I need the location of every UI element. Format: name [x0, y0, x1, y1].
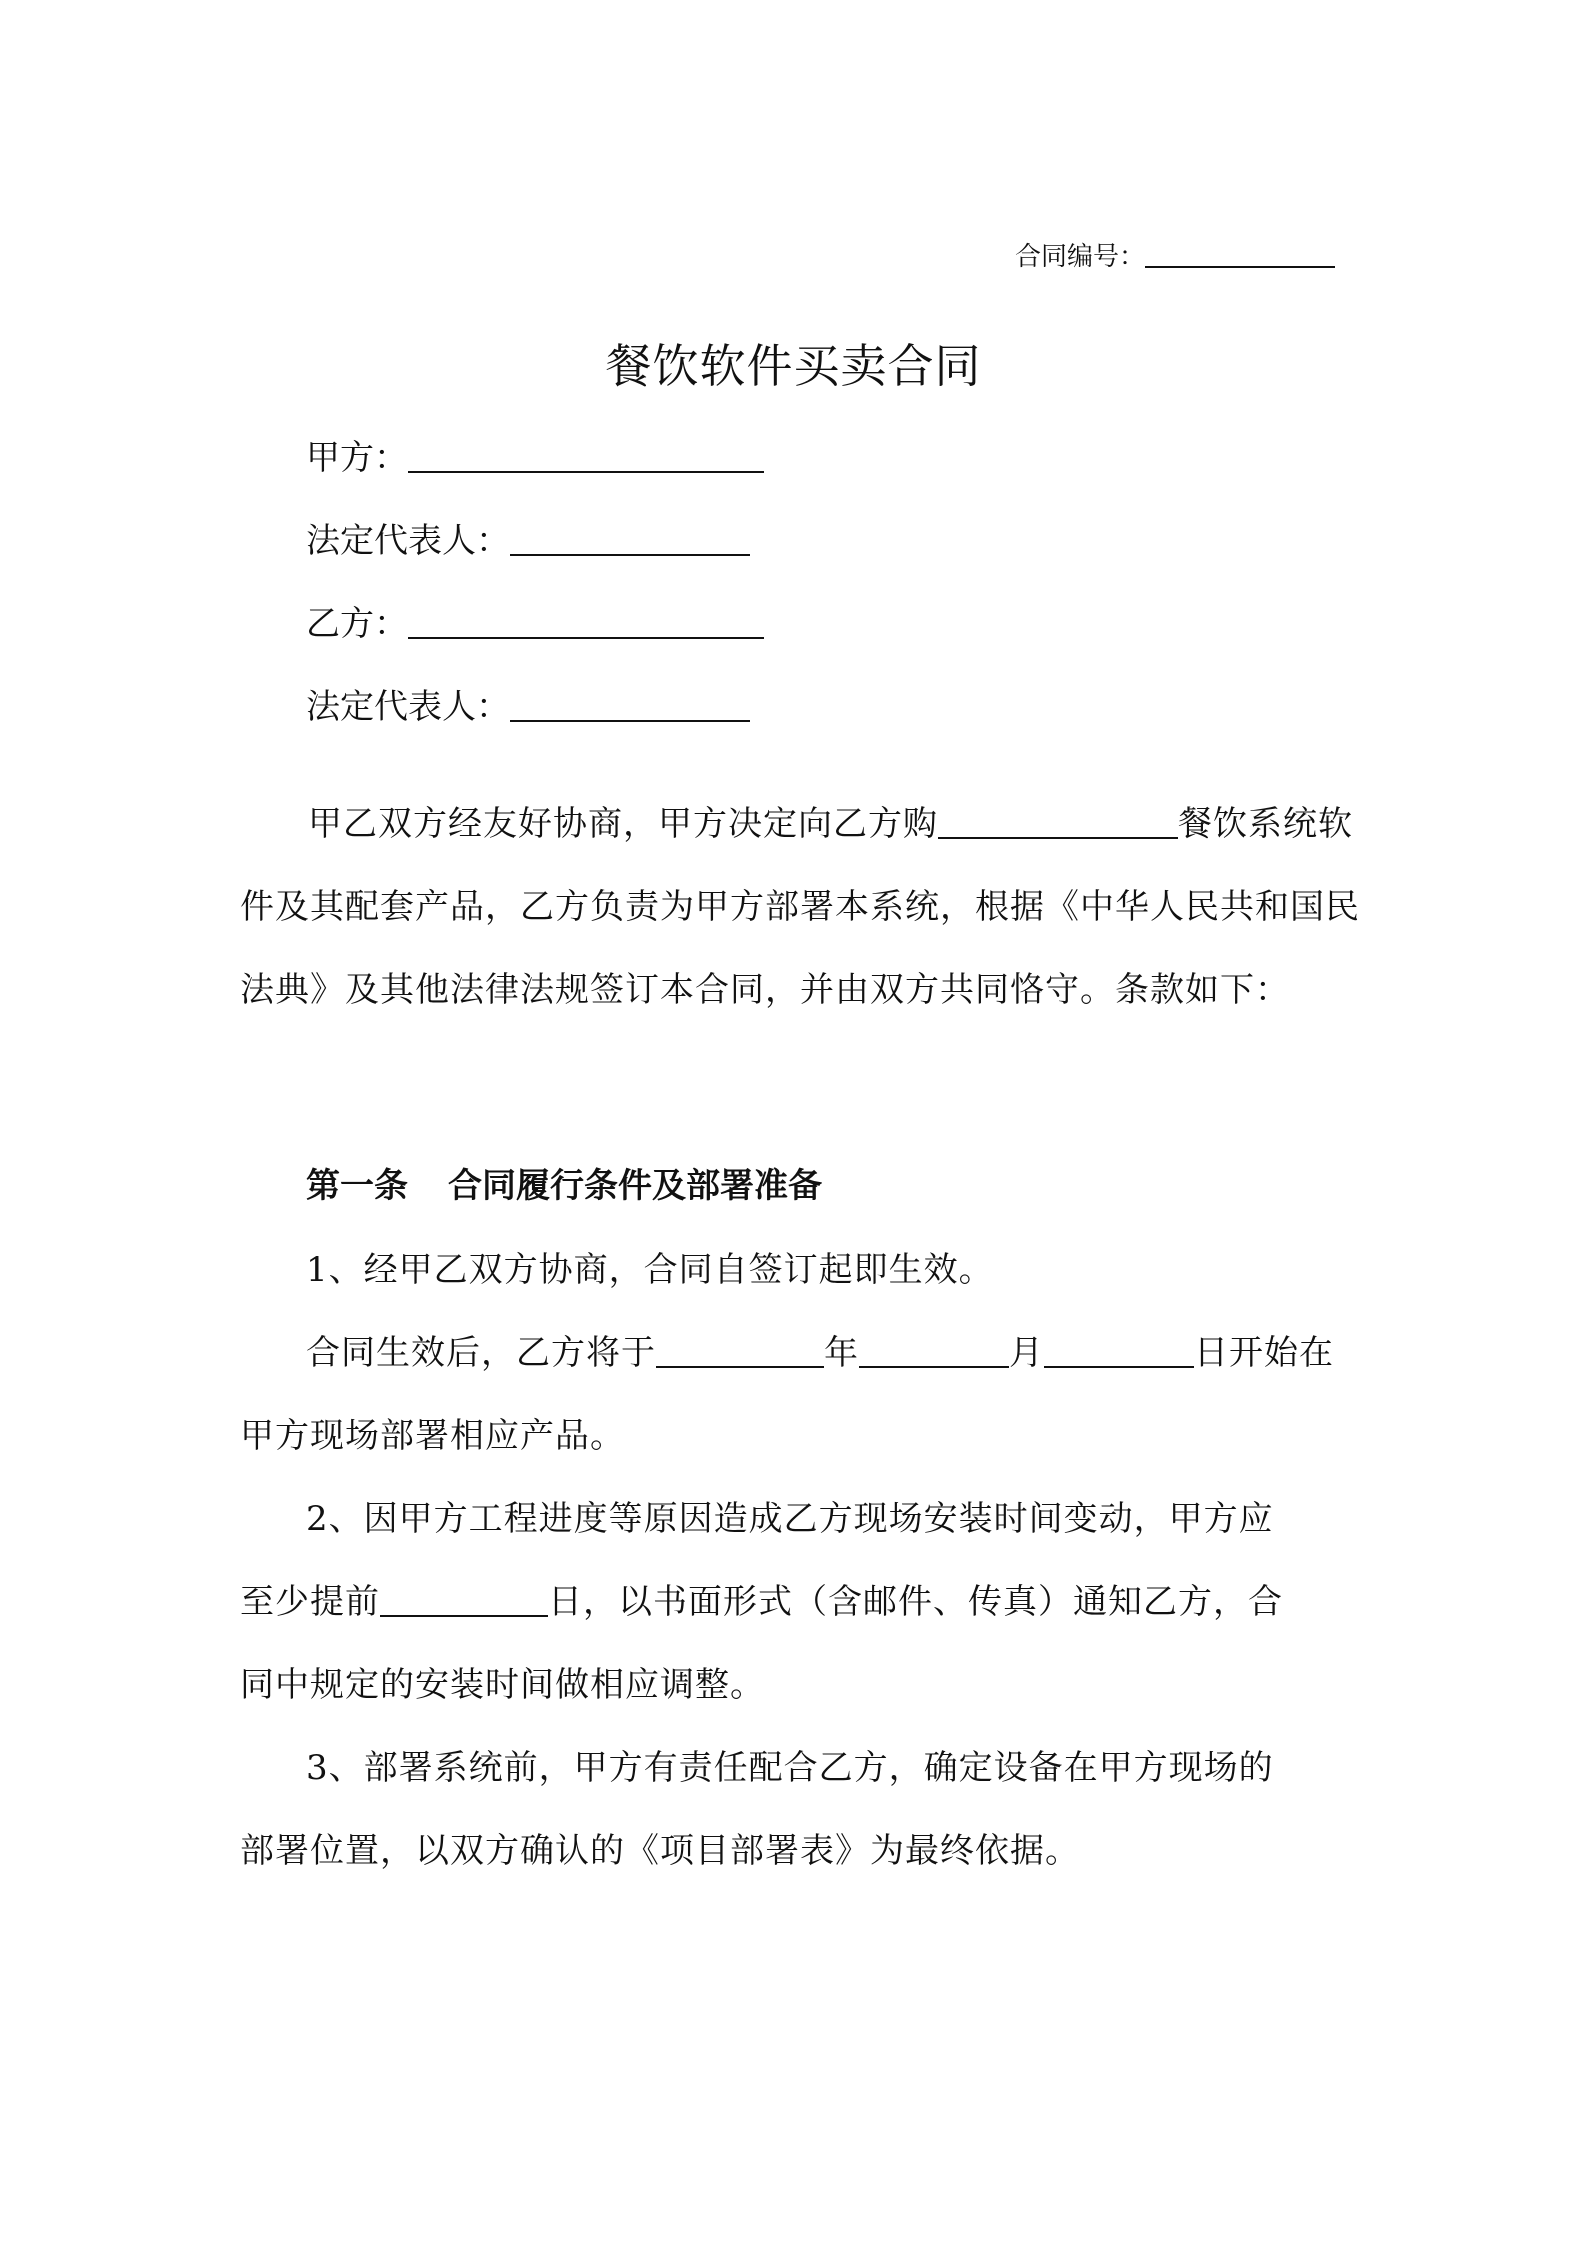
item-2-text-2: 日，以书面形式（含邮件、传真）通知乙方，合 — [548, 1582, 1283, 1622]
start-year-blank[interactable] — [656, 1334, 824, 1368]
article-1-number: 第一条 — [306, 1166, 408, 1206]
contract-number-blank[interactable] — [1145, 241, 1335, 268]
party-b-rep-label: 法定代表人： — [306, 687, 510, 727]
article-1-item-1: 1、经甲乙双方协商，合同自签订起即生效。 — [306, 1250, 994, 1290]
party-b-rep-blank[interactable] — [510, 688, 750, 722]
article-1-item-2-line-2 — [240, 1574, 1283, 1623]
start-day-blank[interactable] — [1044, 1334, 1194, 1368]
intro-text-1: 甲乙双方经友好协商，甲方决定向乙方购 — [308, 804, 938, 844]
party-a-line — [306, 430, 764, 479]
party-b-blank[interactable] — [408, 605, 764, 639]
item-2-text-1: 至少提前 — [240, 1582, 380, 1622]
notice-days-blank[interactable] — [380, 1583, 548, 1617]
article-1-item-1b-line-2: 甲方现场部署相应产品。 — [240, 1416, 625, 1456]
party-b-line — [306, 596, 764, 645]
intro-text-2: 餐饮系统软件及其配套产品，乙方负责为甲方部署本系统，根据《中华人民共和国民法典》及其他法律法规签订本合同，并由双方共同恪守。条款如下： — [240, 804, 1360, 1010]
article-1-item-3-line-2: 部署位置，以双方确认的《项目部署表》为最终依据。 — [240, 1831, 1080, 1871]
intro-paragraph — [240, 783, 1360, 1032]
article-1-heading — [306, 1158, 822, 1207]
article-1-item-2-line-1: 2、因甲方工程进度等原因造成乙方现场安装时间变动，甲方应 — [306, 1499, 1274, 1539]
document-title: 餐饮软件买卖合同 — [605, 339, 982, 393]
article-1-title: 合同履行条件及部署准备 — [448, 1166, 822, 1206]
item-1b-text: 合同生效后，乙方将于 — [306, 1333, 656, 1373]
article-1-item-1b — [306, 1325, 1334, 1374]
contract-number — [1015, 236, 1335, 273]
contract-number-label: 合同编号： — [1015, 242, 1146, 272]
start-month-blank[interactable] — [859, 1334, 1009, 1368]
party-a-rep-blank[interactable] — [510, 522, 750, 556]
party-b-label: 乙方： — [306, 604, 408, 644]
article-1-item-3-line-1: 3、部署系统前，甲方有责任配合乙方，确定设备在甲方现场的 — [306, 1748, 1274, 1788]
party-b-rep-line — [306, 679, 750, 728]
party-a-rep-line — [306, 513, 750, 562]
party-a-label: 甲方： — [306, 438, 408, 478]
day-label: 日开始在 — [1194, 1333, 1334, 1373]
month-label: 月 — [1009, 1333, 1044, 1373]
article-1-item-2-line-3: 同中规定的安装时间做相应调整。 — [240, 1665, 765, 1705]
product-name-blank[interactable] — [938, 805, 1178, 839]
party-a-blank[interactable] — [408, 439, 764, 473]
party-a-rep-label: 法定代表人： — [306, 521, 510, 561]
year-label: 年 — [824, 1333, 859, 1373]
